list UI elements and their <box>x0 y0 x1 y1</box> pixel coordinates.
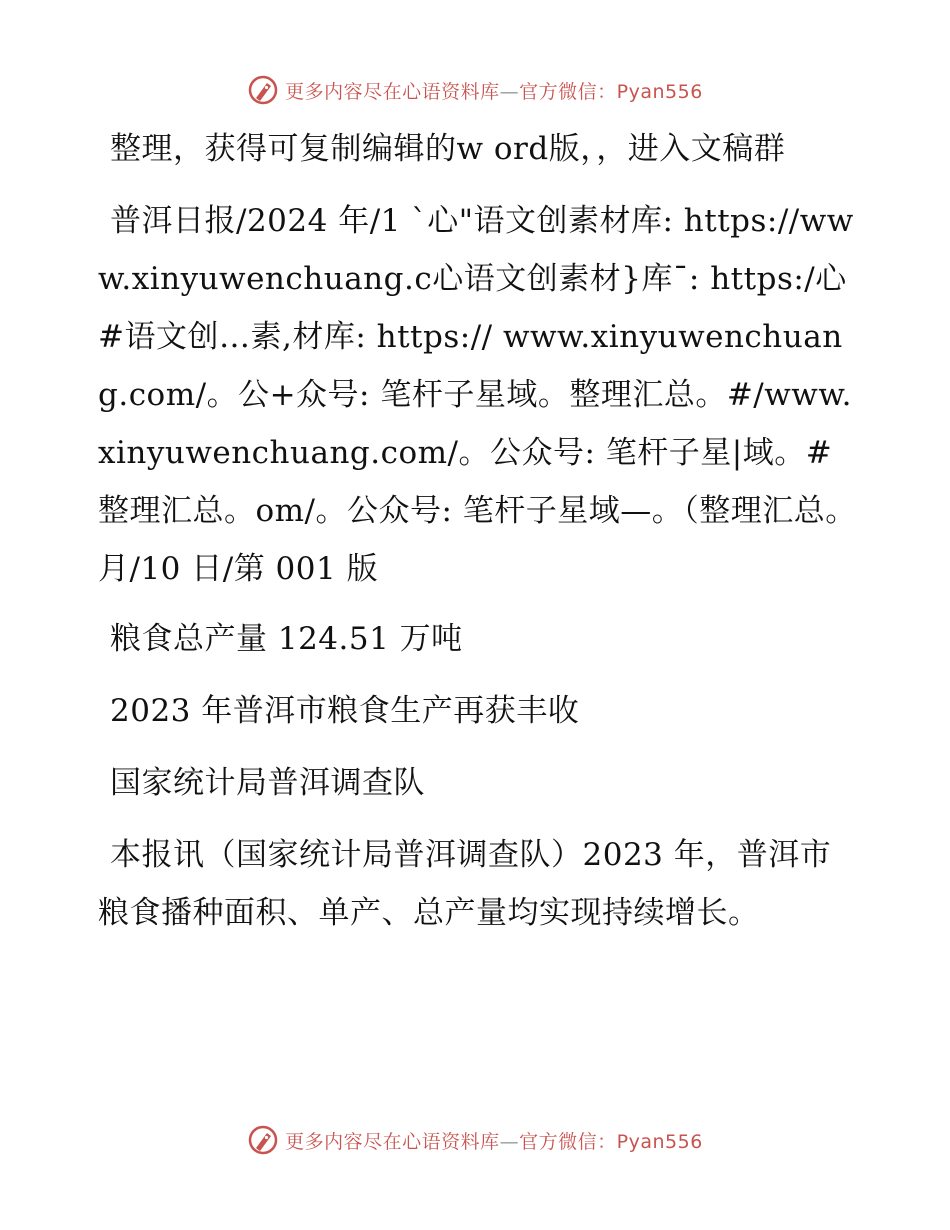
banner-contact-text: 官方微信：Pyan556 <box>519 1130 703 1153</box>
header-watermark-banner <box>0 70 950 110</box>
banner-main-text: 更多内容尽在心语资料库 <box>285 1130 500 1153</box>
paragraph-body: 本报讯（国家统计局普洱调查队）2023 年，普洱市粮食播种面积、单产、总产量均实现持续增长。 <box>98 837 832 931</box>
banner-separator: — <box>499 80 520 103</box>
banner-separator: — <box>499 1130 520 1153</box>
pen-nib-circle-icon <box>247 1124 279 1156</box>
document-body <box>98 120 858 956</box>
headline-subtitle: 粮食总产量 124.51 万吨 <box>110 621 463 657</box>
banner-main-text: 更多内容尽在心语资料库 <box>285 80 500 103</box>
paragraph-source: 普洱日报/2024 年/1 `心"语文创素材库: https://www.xinyuwenchuang.c心语文创素材}库¯: https:/心#语文创…素,材库: https:// www.xinyuwenchuang.com/。公+众号: 笔杆子星域。整理汇总。#/www.xinyuwenchuang.com/。公众号: 笔杆子星|域。#整理汇总。om/。公众号: 笔杆子星域—。（整理汇总。月/10 日/第 001 版 <box>98 203 857 587</box>
footer-watermark-banner <box>0 1120 950 1160</box>
byline: 国家统计局普洱调查队 <box>110 765 425 801</box>
banner-contact-text: 官方微信：Pyan556 <box>519 80 703 103</box>
pen-nib-circle-icon <box>247 74 279 106</box>
headline-title: 2023 年普洱市粮食生产再获丰收 <box>110 693 580 729</box>
paragraph-intro: 整理，获得可复制编辑的w ord版，，进入文稿群 <box>110 131 786 167</box>
